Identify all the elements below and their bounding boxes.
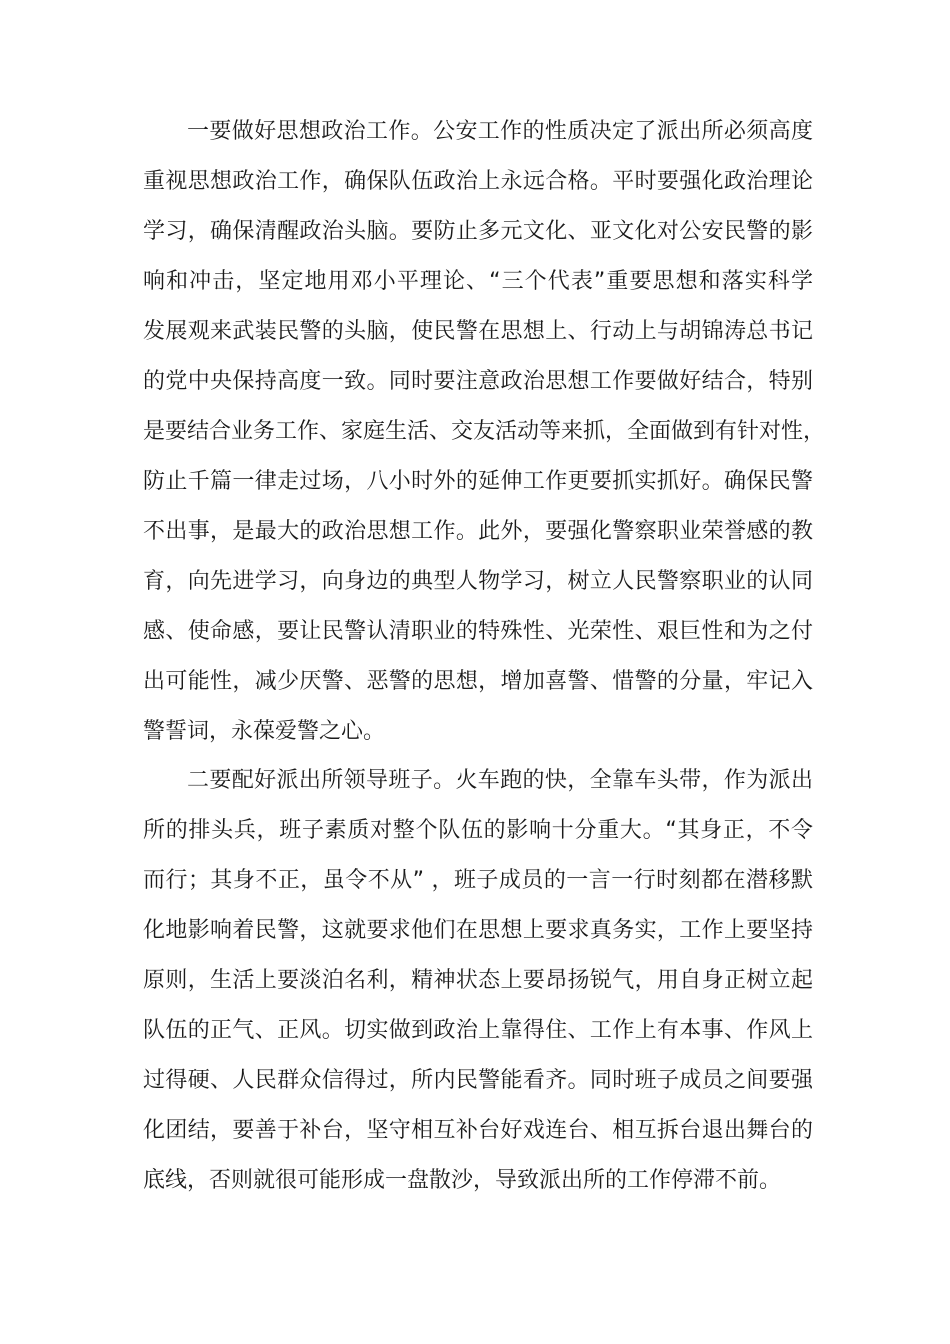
text-line: 的党中央保持高度一致。同时要注意政治思想工作要做好结合，特别 (143, 369, 813, 394)
text-line: 而行；其身不正，虽令不从” ，班子成员的一言一行时刻都在潜移默 (143, 868, 813, 893)
text-line: 一要做好思想政治工作。公安工作的性质决定了派出所必须高度 (187, 119, 813, 144)
text-line: 化地影响着民警，这就要求他们在思想上要求真务实，工作上要坚持 (143, 918, 813, 943)
text-line: 响和冲击，坚定地用邓小平理论、“三个代表”重要思想和落实科学 (143, 269, 813, 294)
text-line: 化团结，要善于补台，坚守相互补台好戏连台、相互拆台退出舞台的 (143, 1118, 813, 1143)
text-line: 是要结合业务工作、家庭生活、交友活动等来抓，全面做到有针对性， (143, 419, 826, 444)
text-line: 警誓词，永葆爱警之心。 (143, 719, 386, 744)
text-line: 队伍的正气、正风。切实做到政治上靠得住、工作上有本事、作风上 (143, 1018, 813, 1043)
text-line: 二要配好派出所领导班子。火车跑的快，全靠车头带，作为派出 (187, 768, 813, 793)
text-line: 不出事，是最大的政治思想工作。此外，要强化警察职业荣誉感的教 (143, 519, 813, 544)
text-line: 过得硬、人民群众信得过，所内民警能看齐。同时班子成员之间要强 (143, 1068, 813, 1093)
text-line: 原则，生活上要淡泊名利，精神状态上要昂扬锐气，用自身正树立起 (143, 968, 813, 993)
text-line: 育，向先进学习，向身边的典型人物学习，树立人民警察职业的认同 (143, 569, 813, 594)
text-line: 底线，否则就很可能形成一盘散沙，导致派出所的工作停滞不前。 (143, 1168, 782, 1193)
text-line: 所的排头兵，班子素质对整个队伍的影响十分重大。“其身正，不令 (143, 818, 813, 843)
text-line: 感、使命感，要让民警认清职业的特殊性、光荣性、艰巨性和为之付 (143, 619, 813, 644)
text-line: 发展观来武装民警的头脑，使民警在思想上、行动上与胡锦涛总书记 (143, 319, 813, 344)
text-line: 防止千篇一律走过场，八小时外的延伸工作更要抓实抓好。确保民警 (143, 469, 813, 494)
text-line: 重视思想政治工作，确保队伍政治上永远合格。平时要强化政治理论 (143, 169, 813, 194)
text-line: 出可能性，减少厌警、恶警的思想，增加喜警、惜警的分量，牢记入 (143, 669, 813, 694)
text-line: 学习，确保清醒政治头脑。要防止多元文化、亚文化对公安民警的影 (143, 219, 813, 244)
